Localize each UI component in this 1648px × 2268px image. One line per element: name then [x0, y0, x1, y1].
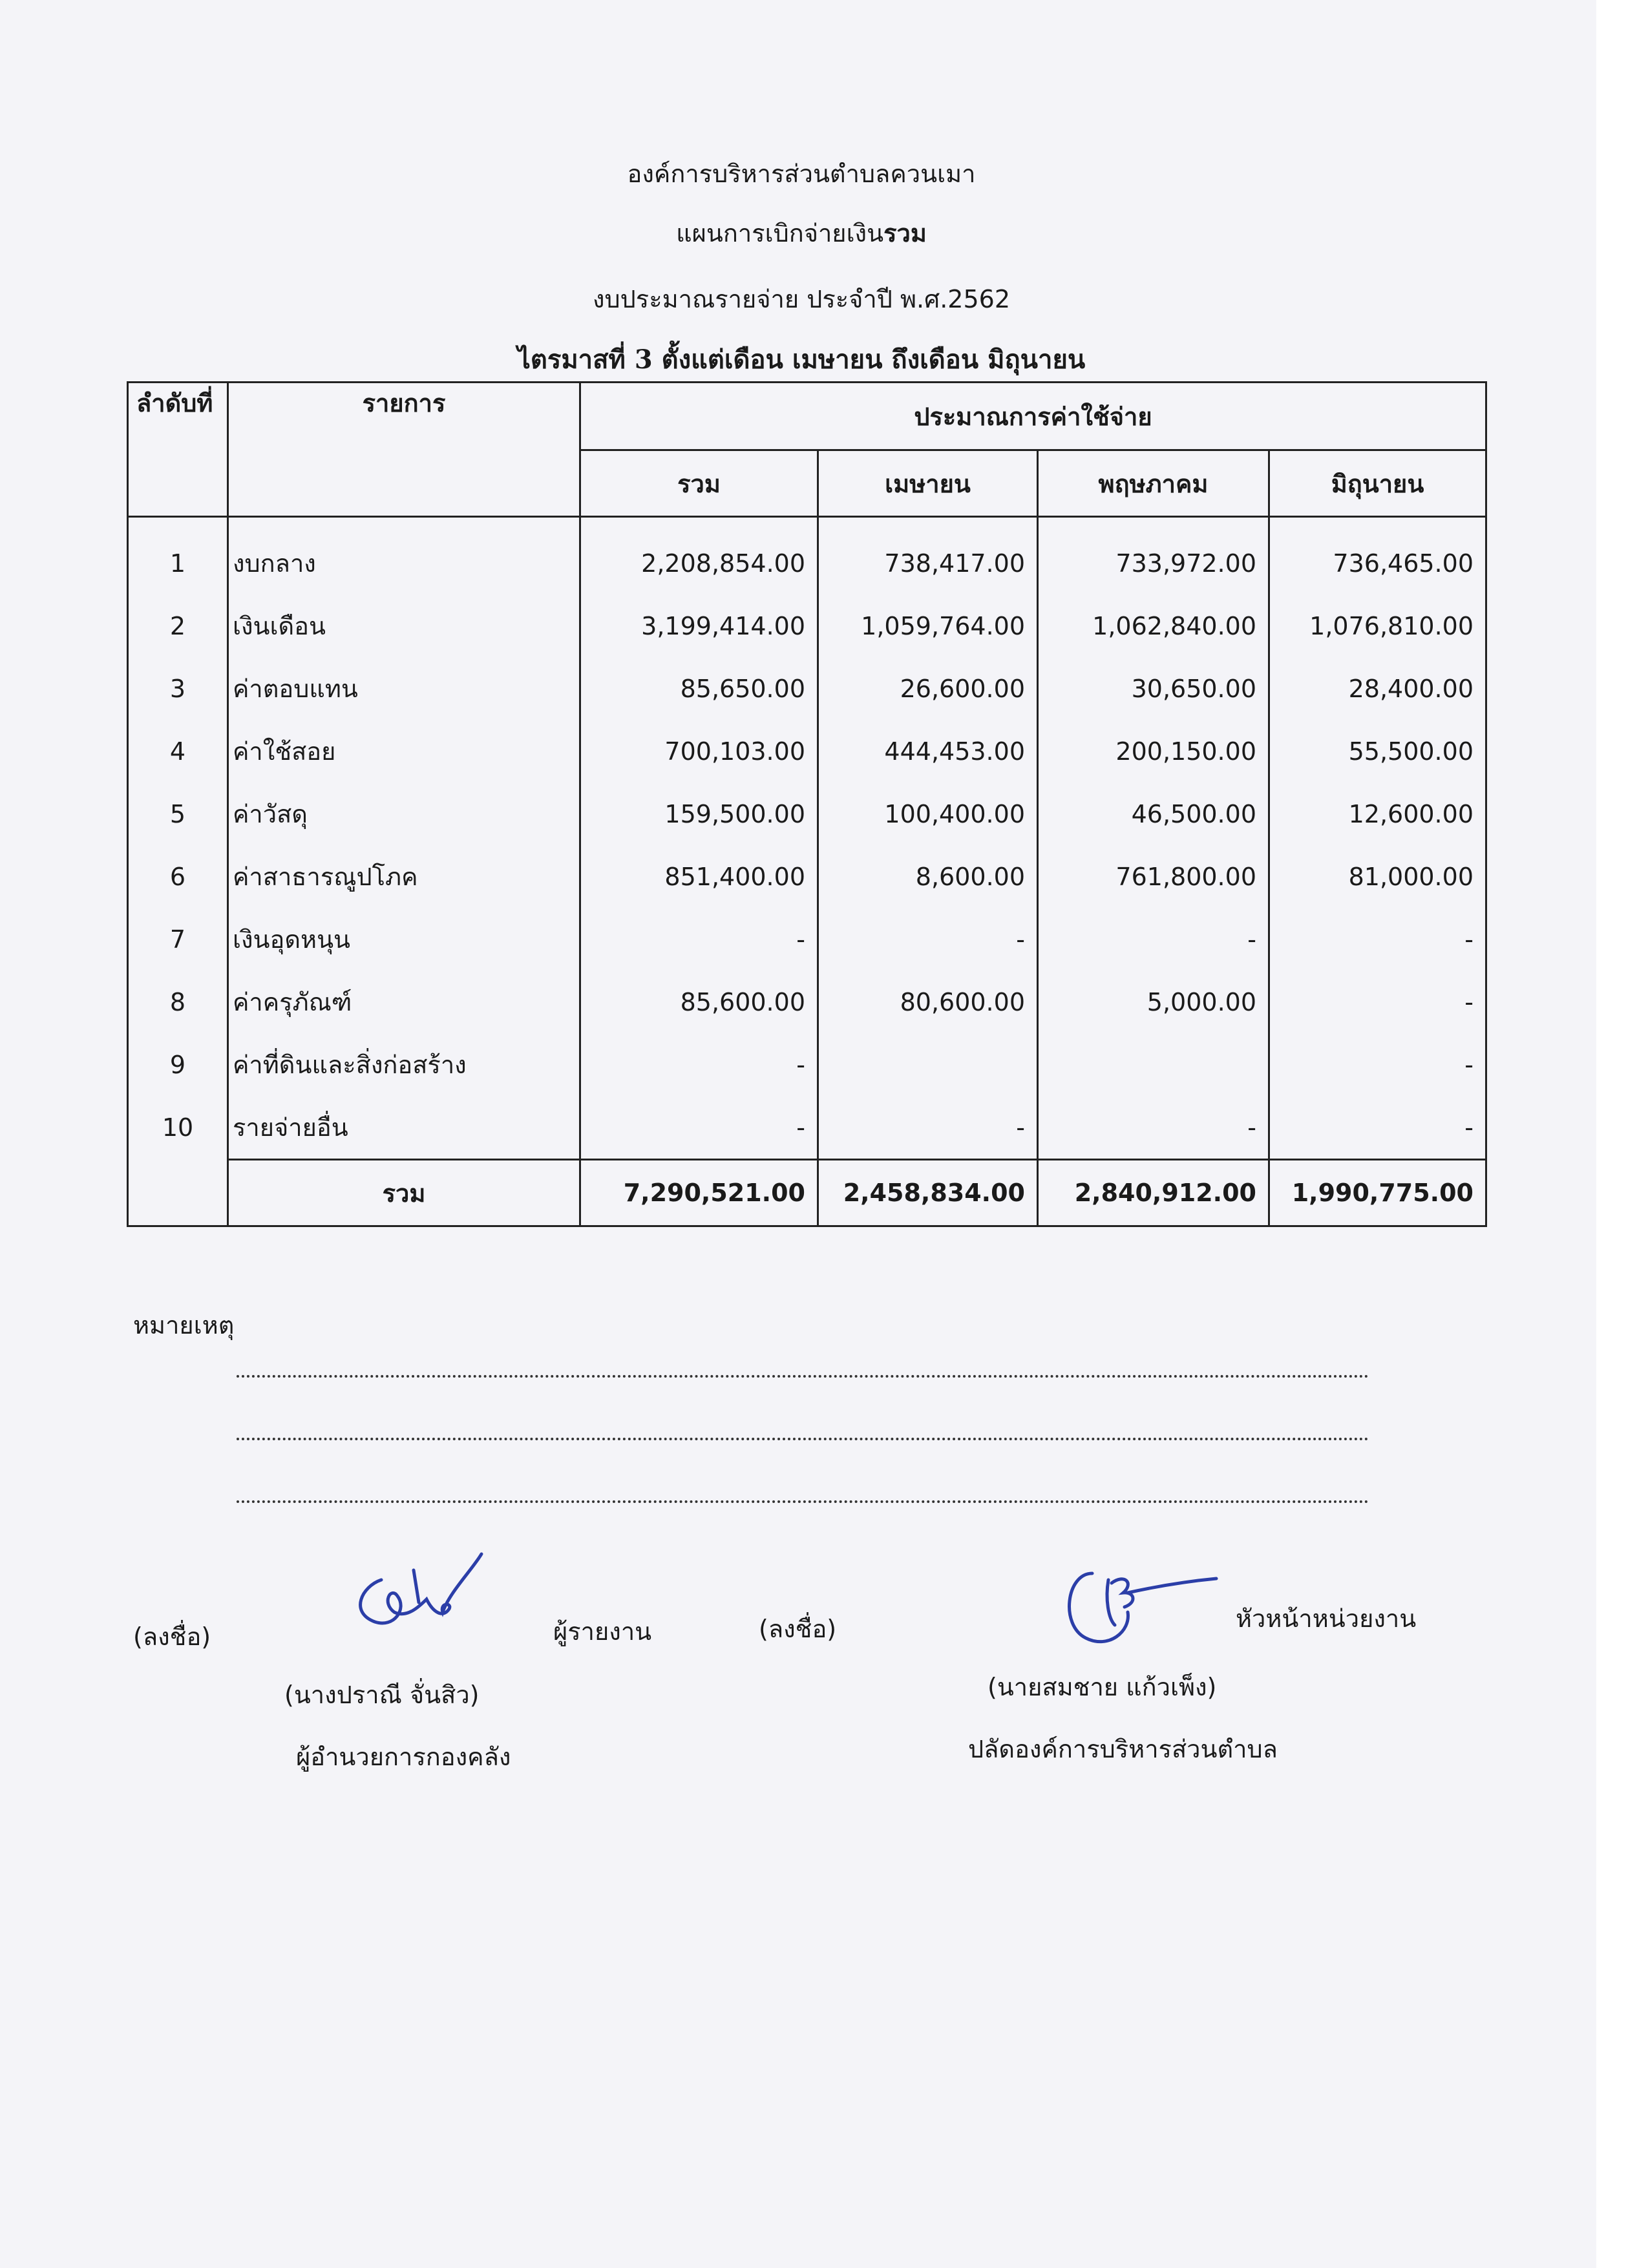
row-no: 6 — [128, 845, 228, 908]
row-may: 733,972.00 — [1038, 517, 1269, 595]
header-may: พฤษภาคม — [1038, 450, 1269, 517]
left-signature-mark — [336, 1541, 491, 1644]
header-item: รายการ — [228, 383, 580, 517]
right-signature-mark — [1047, 1548, 1221, 1657]
row-april: 738,417.00 — [818, 517, 1038, 595]
row-may: 200,150.00 — [1038, 720, 1269, 782]
row-june: 81,000.00 — [1269, 845, 1486, 908]
header-total: รวม — [580, 450, 818, 517]
row-item: ค่าวัสดุ — [228, 782, 580, 845]
notes-line-2 — [237, 1438, 1369, 1440]
row-item: งบกลาง — [228, 517, 580, 595]
quarter-title: ไตรมาสที่ 3 ตั้งแต่เดือน เมษายน ถึงเดือน มิถุนายน — [517, 344, 1086, 375]
total-may: 2,840,912.00 — [1038, 1160, 1269, 1226]
row-june: - — [1269, 908, 1486, 971]
row-may: 1,062,840.00 — [1038, 594, 1269, 657]
plan-title — [0, 213, 1603, 253]
plan-title-prefix: แผนการเบิกจ่ายเงิน — [676, 219, 884, 247]
row-june: - — [1269, 1096, 1486, 1160]
row-item: ค่าสาธารณูปโภค — [228, 845, 580, 908]
table-row — [128, 971, 1486, 1033]
table-row — [128, 594, 1486, 657]
total-total: 7,290,521.00 — [580, 1160, 818, 1226]
table-row — [128, 782, 1486, 845]
org-name: องค์การบริหารส่วนตำบลควนเมา — [627, 160, 976, 188]
row-item: ค่าตอบแทน — [228, 657, 580, 720]
row-june: 28,400.00 — [1269, 657, 1486, 720]
row-may: 5,000.00 — [1038, 971, 1269, 1033]
table-total-row — [128, 1160, 1486, 1226]
row-item: ค่าใช้สอย — [228, 720, 580, 782]
row-no: 7 — [128, 908, 228, 971]
table-row — [128, 1096, 1486, 1160]
row-april — [818, 1033, 1038, 1096]
total-no — [128, 1160, 228, 1226]
row-may: - — [1038, 1096, 1269, 1160]
row-total: 851,400.00 — [580, 845, 818, 908]
table-row — [128, 517, 1486, 595]
total-june: 1,990,775.00 — [1269, 1160, 1486, 1226]
header-april: เมษายน — [818, 450, 1038, 517]
table-row — [128, 908, 1486, 971]
right-role: หัวหน้าหน่วยงาน — [1236, 1604, 1417, 1633]
header-no: ลำดับที่ — [128, 383, 228, 517]
left-sign-label: (ลงชื่อ) — [133, 1622, 211, 1651]
row-june: - — [1269, 971, 1486, 1033]
table-row — [128, 720, 1486, 782]
row-may: 30,650.00 — [1038, 657, 1269, 720]
row-april: 80,600.00 — [818, 971, 1038, 1033]
row-april: 1,059,764.00 — [818, 594, 1038, 657]
row-total: 2,208,854.00 — [580, 517, 818, 595]
header-estimate: ประมาณการค่าใช้จ่าย — [580, 383, 1486, 450]
row-may: - — [1038, 908, 1269, 971]
row-june: 736,465.00 — [1269, 517, 1486, 595]
row-april: - — [818, 1096, 1038, 1160]
notes-line-1 — [237, 1375, 1369, 1378]
header-june: มิถุนายน — [1269, 450, 1486, 517]
row-no: 4 — [128, 720, 228, 782]
page-edge — [1596, 0, 1648, 2268]
row-may: 761,800.00 — [1038, 845, 1269, 908]
row-item: เงินเดือน — [228, 594, 580, 657]
row-no: 9 — [128, 1033, 228, 1096]
budget-table — [127, 381, 1487, 1227]
left-role: ผู้รายงาน — [553, 1617, 652, 1646]
row-june: 1,076,810.00 — [1269, 594, 1486, 657]
row-no: 1 — [128, 517, 228, 595]
budget-year: งบประมาณรายจ่าย ประจำปี พ.ศ.2562 — [593, 285, 1010, 313]
row-item: ค่าครุภัณฑ์ — [228, 971, 580, 1033]
right-name: (นายสมชาย แก้วเพ็ง) — [988, 1673, 1217, 1701]
row-april: 100,400.00 — [818, 782, 1038, 845]
table-row — [128, 657, 1486, 720]
plan-title-bold: รวม — [883, 219, 927, 247]
table-row — [128, 845, 1486, 908]
row-item: ค่าที่ดินและสิ่งก่อสร้าง — [228, 1033, 580, 1096]
row-may: 46,500.00 — [1038, 782, 1269, 845]
right-sign-label: (ลงชื่อ) — [759, 1615, 837, 1643]
row-april: 444,453.00 — [818, 720, 1038, 782]
row-total: 159,500.00 — [580, 782, 818, 845]
row-total: 3,199,414.00 — [580, 594, 818, 657]
row-may — [1038, 1033, 1269, 1096]
table-row — [128, 1033, 1486, 1096]
right-position: ปลัดองค์การบริหารส่วนตำบล — [968, 1735, 1278, 1763]
row-item: เงินอุดหนุน — [228, 908, 580, 971]
notes-line-3 — [237, 1500, 1369, 1503]
total-label: รวม — [228, 1160, 580, 1226]
row-total: 700,103.00 — [580, 720, 818, 782]
row-no: 8 — [128, 971, 228, 1033]
row-no: 10 — [128, 1096, 228, 1160]
row-no: 2 — [128, 594, 228, 657]
row-total: - — [580, 1096, 818, 1160]
row-june: 55,500.00 — [1269, 720, 1486, 782]
row-no: 5 — [128, 782, 228, 845]
row-total: - — [580, 1033, 818, 1096]
row-no: 3 — [128, 657, 228, 720]
notes-label: หมายเหตุ — [133, 1311, 235, 1339]
row-item: รายจ่ายอื่น — [228, 1096, 580, 1160]
row-april: - — [818, 908, 1038, 971]
left-position: ผู้อำนวยการกองคลัง — [296, 1743, 511, 1771]
left-name: (นางปราณี จั่นสิว) — [284, 1681, 480, 1709]
row-june: - — [1269, 1033, 1486, 1096]
row-june: 12,600.00 — [1269, 782, 1486, 845]
row-total: - — [580, 908, 818, 971]
row-april: 26,600.00 — [818, 657, 1038, 720]
total-april: 2,458,834.00 — [818, 1160, 1038, 1226]
row-total: 85,650.00 — [580, 657, 818, 720]
row-total: 85,600.00 — [580, 971, 818, 1033]
row-april: 8,600.00 — [818, 845, 1038, 908]
